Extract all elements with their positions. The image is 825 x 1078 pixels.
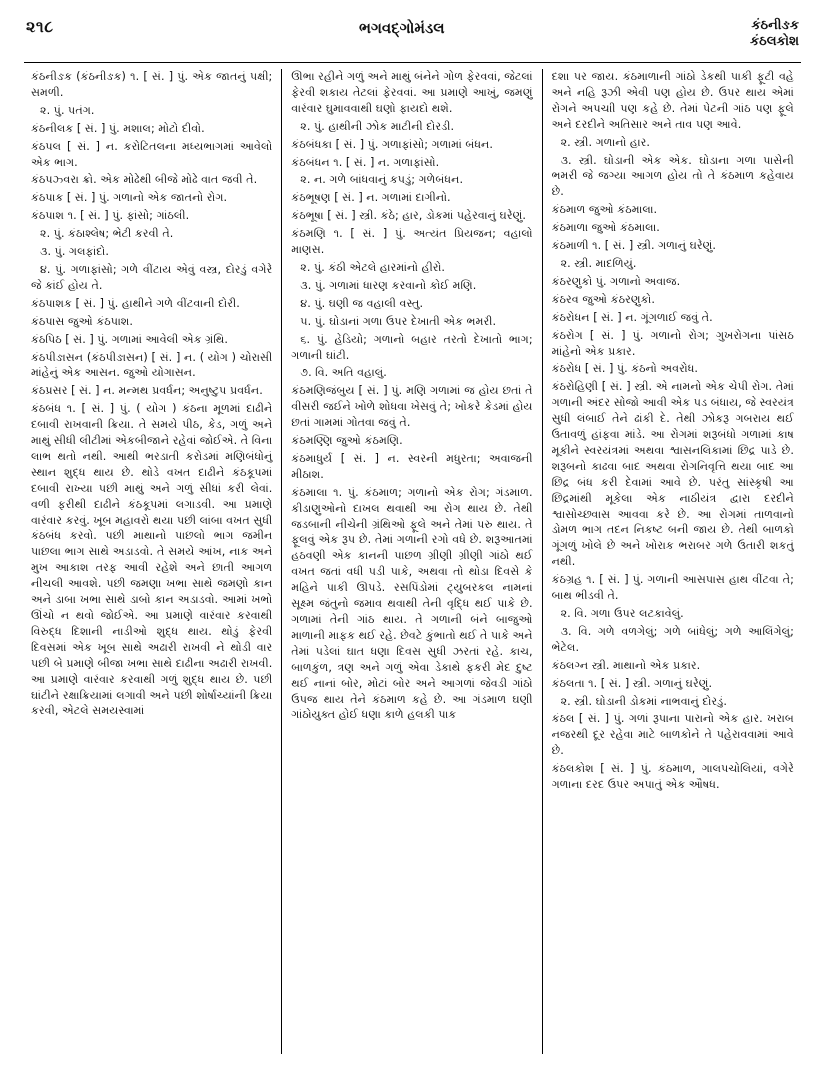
- dictionary-entry: કંઠરોધન [ સં. ] ન. ગૂંગળાઈ જવું તે.: [551, 310, 713, 324]
- dictionary-entry: કંઠભૂષા [ સં. ] સ્ત્રી. કંઠે; હાર, ડોકમાં પહેરવાનું ઘરેણું.: [291, 209, 526, 223]
- dictionary-entry: ૨. ન. ગળે બાંધવાનું કપડું; ગળેબંધન.: [300, 173, 464, 187]
- dictionary-entry: ૩. સ્ત્રી. ઘોડાની એક એક. ઘોડાના ગળા પાસેની ભમરી જે જગ્યા આગળ હોય તો તે કંઠમાળ કહેવાય છે.: [551, 153, 794, 199]
- dictionary-entry: ૨. પું. હાથીની ઝોક માટીની દોરડી.: [300, 119, 455, 133]
- dictionary-entry: કંઠમાળ જુઓ કંઠમાલા.: [551, 203, 658, 217]
- page-header: [22, 18, 803, 62]
- dictionary-entry: કંઠમાળી ૧. [ સં. ] સ્ત્રી. ગળાનું ઘરેણું.: [551, 239, 716, 253]
- dictionary-entry: ઊભા રહીને ગળું અને માથું બંનેને ગોળ ફેરવવાં, જેટલાં ફેરવી શકાય તેટલાં ફેરવવાં. આ પ્રમાણે આખું, જમણું વારંવાર ઘુમાવવાથી ઘણો ફાયદો થશે.: [291, 70, 533, 115]
- dictionary-entry: કંઠગ્રહ ૧. [ સં. ] પું. ગળાની આસપાસ હાથ વીંટવા તે; બાથ ભીડવી તે.: [551, 573, 794, 603]
- column-3: [543, 69, 803, 1054]
- page-folio: ૨૧૮: [26, 17, 54, 36]
- dictionary-entry: કંઠમણ્ણિ જુઓ કંઠમણિ.: [291, 434, 403, 448]
- dictionary-entry: કંઠપિઠ [ સં. ] પું. ગળામાં આવેલી એક ગ્રંથિ.: [31, 332, 228, 346]
- dictionary-entry: કંઠબંધ ૧. [ સં. ] પું. ( યોગ ) કંઠના મૂળમાં દાઢીને દબાવી રાખવાની ક્રિયા. તે સમયે પીઠ, કેડ, ગળું અને માથું સીધી લીટીમાં એકબીજાને રહેવાં જોઈએ. તે વિના લાભ થતો નથી. આથી ભરડાતી કરોડમાં મણિબંધોનું સ્થાન શુદ્ધ થાય છે. થોડે વખત દાઢીને કંઠકૂપમાં દબાવી રાખ્યા પછી માથું અને ગળું સીધાં કરી લેવાં. વળી ફરીથી દાઢીને કંઠકૂપમાં લગાડવી. આ પ્રમાણે વારંવાર કરવું. ખૂબ મહાવરો થયા પછી લાંબા વખત સુધી કંઠબંધ કરવો. પછી માથાનો પાછલો ભાગ જમીન પાછલા ભાગ સાથે અડાડવો. તે સમયે આંખ, નાક અને મુખ આકાશ તરફ આવી રહેશે અને છાતી આગળ નીચલી આવશે. પછી જમણા ખભા સાથે જમણો કાન અને ડાબા ખભા સાથે ડાબો કાન અડાડવો. આમાં ખભો ઊંચો ન થવો જોઈએ. આ પ્રમાણે વારંવાર કરવાથી વિરુદ્ધ દિશાની નાડીઓ શુદ્ધ થાય. થોડું ફેરવી દિવસમાં એક ખૂબ સાથે અઢારી રાખવી ને થોડી વાર પછી બે પ્રમાણે બીજા ખભા સાથે દાઢીના અઢારી રાખવી. આ પ્રમાણે વારંવાર કરવાથી ગળું શુદ્ધ થાય છે. પછી ઘાંટીને રક્ષાક્રિયામાં લગાવી અને પછી શોર્ષાચ્યાંની ક્રિયા કરવી, એટલે સમયસ્વામાં: [31, 402, 273, 718]
- dictionary-entry: કંઠપઝ્વરા ક્રો. એક મોઢેથી બીજે મોઢે વાત જવી તે.: [31, 173, 258, 187]
- dictionary-entry: કંઠપાસ જુઓ કંઠપાશ.: [31, 314, 133, 328]
- dictionary-entry: કંઠલગ્ન સ્ત્રી. માથાનો એક પ્રકાર.: [551, 658, 701, 672]
- dictionary-entry: ૨. પું. પતંગ.: [40, 103, 95, 117]
- dictionary-entry: કંઠરોગ [ સં. ] પું. ગળાનો રોગ; ગુખરોગના પાંસઠ માંહેનો એક પ્રકાર.: [551, 328, 794, 358]
- dictionary-entry: ૨. સ્ત્રી. માદળિયું.: [560, 256, 637, 270]
- dictionary-entry: ૩. પું. ગલફાંદો.: [40, 245, 109, 259]
- dictionary-entry: ૨. વિ. ગળા ઉપર લટકાવેલું.: [560, 607, 684, 620]
- dictionary-entry: કંઠમાળા જુઓ કંઠમાલા.: [551, 221, 660, 235]
- dictionary-entry: કંઠમાધુર્ય [ સં. ] ન. સ્વરની મધુરતા; અવાજની મીઠાશ.: [291, 451, 533, 481]
- dictionary-entry: કંઠપાશ ૧. [ સં. ] પું. ફાંસો; ગાંઠલી.: [31, 209, 190, 223]
- dictionary-entry: કંઠરોહિણી [ સં. ] સ્ત્રી. એ નામનો એક ચેપી રોગ. તેમાં ગળાની અંદર સોજો આવી એક પડ બંધાય, જે સ્વરયંત્ર સુધી લંબાઈ તેને ઢાંકી દે. તેથી ઝોકરૂ ગબરાય થઈ ઉતાવળું હાંફવા માંડે. આ રોગમાં શરૂબંધો ગળામાં કાષ મૂકીને સ્વરયંત્રમાં અથવા શ્વાસનલિકામાં છિદ્ર પાડે છે. શરૂબનો કાઢવા બાદ અથવા રોગનિવૃત્તિ થયા બાદ આ છિદ્ર બંધ કરી દેવામાં આવે છે. પરંતુ સાંસ્કૃષી આ છિદ્રમાંથી મૂકેલા એક નાઠીયંત્ર દ્વારા દરદીને શ્વાસોચ્છ્વાસ આવવા કરે છે. આ રોગમાં તાળવાનો ડોમળ ભાગ તદન નિકષ્ટ બની જાય છે. તેથી બાળકો ગૂંગળું ખોલે છે અને ખોરાક ભરાબર ગળે ઉતારી શકતું નથી.: [551, 380, 794, 569]
- dictionary-entry: કંઠમણિજંબુય [ સં. ] પું. મણિ ગળામાં જ હોય છતાં તે વીસરી જઈને ખોળે શોધવા ખેસવું તે; ખોકરે કેડમાં હોય છતાં ગામમાં ગોતવા જવું તે.: [291, 384, 533, 430]
- guideword-last: કંઠલકોશ: [749, 34, 799, 50]
- header-rule: [24, 62, 801, 63]
- dictionary-entry: ૬. પું. હેડિયો; ગળાનો બહાર તરતો દેખાતો ભાગ; ગળાની ઘાંટી.: [291, 332, 533, 362]
- book-title: ભગવદ્ગોમંડલ: [358, 19, 445, 37]
- dictionary-entry: કંઠરોધ [ સં. ] પું. કંઠનો અવરોધ.: [551, 362, 698, 376]
- dictionary-entry: કંઠરણુકો પું. ગળાનો અવાજ.: [551, 274, 681, 288]
- dictionary-entry: કંઠપ્રસર [ સં. ] ન. મન્મથ પ્રવર્ધન; અનુષ્ટુપ પ્રવર્ધન.: [31, 384, 263, 398]
- dictionary-entry: ૩. પું. ગળામાં ધારણ કરવાનો કોઈ મણિ.: [300, 278, 477, 292]
- column-1: [22, 69, 282, 1054]
- dictionary-entry: કંઠમાલા ૧. પું. કંઠમાળ; ગળાનો એક રોગ; ગંડમાળ. કીડાણુઓનો દાખલ થવાથી આ રોગ થાય છે. તેથી જડબાની નીચેની ગ્રંથિઓ ફૂલે અને તેમાં પરુ થાય. તે ફૂલવું એક રૂપ છે. તેમાં ગળાની રગો વધે છે. શરૂઆતમાં હઠવણી એક કાનની પાછળ ગ્રીણી ગ્રીણી ગાંઠો થઈ વખત જતાં વધી પડી પાકે, અથવા તો થોડા દિવસે કે મહિને પાકી ઊપડે. રસપિંડોમાં ટ્યુબરકલ નામનાં સૂક્ષ્મ જંતુનો જમાવ થવાથી તેની વૃદ્ધિ થઈ પાકે છે. ગળામાં તેની ગાંઠ થાય. તે ગળાની બંને બાજુઓ માળાની માફક થઈ રહે. છેવટે કુંભાતો થઈ તે પાકે અને તેમાં પડેલાં ઘાત ધણા દિવસ સુધી ઝરતાં રહે. કાચ, બાળકુંળ, ત્રણ અને ગળું એવા ડેકાથે ફકરી મેદ દુષ્ટ થઈ નાનાં બોર, મોટાં બોર અને આગળાં જેવડી ગાંઠો ઉપજ થાય તેને કંઠમાળ કહે છે. આ ગંડમાળ ઘણી ગાંઠોયુક્ત હોઈ ધણા કાળે હલકી પાક: [291, 485, 533, 722]
- dictionary-entry: કંઠપલ [ સં. ] ન. કરોટિતલના મધ્યભાગમાં આવેલો એક ભાગ.: [31, 139, 273, 169]
- dictionary-entry: કંઠલકોશ [ સં. ] પું. કંઠમાળ, ગાલપચોલિયાં, વગેરે ગળાના દરદ ઉપર અપાતું એક ઔષધ.: [551, 762, 794, 792]
- dictionary-entry: કંઠરવ જુઓ કંઠરણુકો.: [551, 292, 655, 306]
- dictionary-entry: કંઠપાક [ સં. ] પું. ગળાનો એક જાતનો રોગ.: [31, 191, 228, 205]
- dictionary-entry: કંઠબંધન ૧. [ સં. ] ન. ગળાફાંસો.: [291, 155, 440, 169]
- dictionary-entry: કંઠપીઙાસન (કંઠપીઙાસન) [ સં. ] ન. ( યોગ ) ચોરાસી માંહેનું એક આસન. જુઓ યોગાસન.: [31, 350, 273, 380]
- dictionary-entry: કંઠનીઙક (કંઠનીઙક) ૧. [ સં. ] પું. એક જાતનું પક્ષી; સમળી.: [31, 70, 273, 99]
- dictionary-entry: કંઠબંધકા [ સં. ] પું. ગળાફાંસો; ગળામાં બંધન.: [291, 137, 493, 151]
- column-2: [282, 69, 542, 1054]
- dictionary-entry: ૨. સ્ત્રી. ગળાનો હાર.: [560, 135, 650, 149]
- dictionary-entry: ૪. પું. ગળાફાંસો; ગળે વીંટાય એવું વસ્ત્ર, દોરડું વગેરે જે કાંઈ હોય તે.: [31, 262, 273, 292]
- dictionary-entry: ૪. પું. ઘણી જ વહાલી વસ્તુ.: [300, 296, 424, 310]
- dictionary-entry: કંઠપાશક [ સં. ] પું. હાથીને ગળે વીંટવાની દોરી.: [31, 296, 240, 310]
- dictionary-entry: ૨. પું. કંઠાશ્લેષ; ભેટી કરવી તે.: [40, 227, 174, 241]
- dictionary-entry: કંઠલ [ સં. ] પું. ગળાં રૂપાના પારાનો એક હાર. ખરાબ નજરથી દૂર રહેવા માટે બાળકોને તે પહેરાવવામાં આવે છે.: [551, 712, 794, 758]
- dictionary-entry: ૫. પું. ઘોડાનાં ગળા ઉપર દેખાતી એક ભમરી.: [300, 314, 497, 328]
- dictionary-entry: ૨. સ્ત્રી. ઘોડાની ડોકમાં નાભવાનું દોરડું.: [560, 694, 727, 708]
- dictionary-entry: ૭. વિ. અતિ વહાલું.: [300, 366, 387, 380]
- dictionary-entry: કંઠભૂષણ [ સં. ] ન. ગળામાં દાગીનો.: [291, 191, 451, 205]
- dictionary-entry: ૩. વિ. ગળે વળગેલું; ગળે બાંધેલું; ગળે આલિંગેલું; ભેટેલ.: [551, 624, 794, 654]
- dictionary-entry: કંઠનીલક [ સં. ] પું. મશાલ; મોટો દીવો.: [31, 121, 205, 135]
- dictionary-entry: કંઠલતા ૧. [ સં. ] સ્ત્રી. ગળાનું ઘરેણું.: [551, 676, 713, 690]
- dictionary-entry: દશા પર જાય. કંઠમાળાની ગાંઠો ડેકથી પાકી ફૂટી વહે અને નહિ રૂઝી એવી પણ હોય છે. ઉપર થાય એમાં રોગને અપચાી પણ કહે છે. તેમાં પેટની ગાંઠ પણ ફૂલે અને દરદીને અતિસાર અને તાવ પણ આવે.: [551, 70, 794, 131]
- dictionary-entry: કંઠમણિ ૧. [ સં. ] પું. અત્યંત પ્રિયજન; વહાલો માણસ.: [291, 227, 533, 257]
- guideword-first: કંઠનીઙક: [751, 18, 799, 33]
- text-columns: [22, 69, 803, 1054]
- running-head-guidewords: [750, 18, 799, 51]
- dictionary-entry: ૨. પું. કંઠી એટલે હારમાંનો હીરો.: [300, 260, 445, 274]
